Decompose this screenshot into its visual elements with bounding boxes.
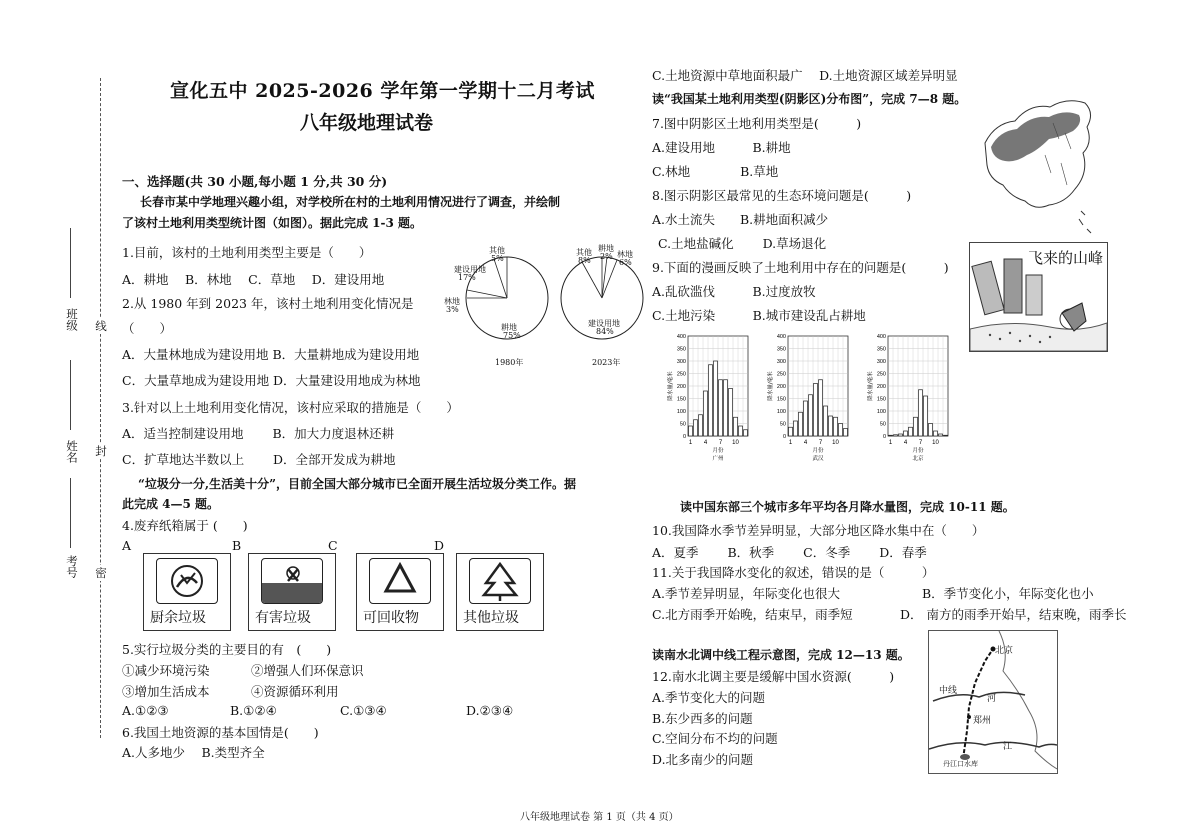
map-label-zhengzhou: 郑州 bbox=[973, 716, 992, 726]
bin-label-other: 其他垃圾 bbox=[463, 610, 519, 626]
name-label: 姓名 bbox=[65, 440, 79, 463]
y-tick-label: 400 bbox=[876, 334, 886, 340]
map-label-danjiangkou: 丹江口水库 bbox=[943, 760, 978, 768]
q7-stem: 7.图中阴影区土地利用类型是( ) bbox=[652, 116, 862, 131]
q11-stem: 11.关于我国降水变化的叙述，错误的是（ ） bbox=[652, 565, 935, 580]
city-label: 武汉 bbox=[812, 456, 824, 462]
bar bbox=[714, 361, 718, 436]
x-tick-label: 1 bbox=[888, 440, 893, 446]
class-blank bbox=[70, 228, 71, 298]
bin-label-recycle: 可回收物 bbox=[363, 610, 419, 626]
bin-letter-d: D bbox=[434, 538, 445, 553]
y-tick-label: 250 bbox=[776, 371, 786, 378]
q9-options-1: A.乱砍滥伐 B.过度放牧 bbox=[652, 284, 816, 299]
map-label-beijing: 北京 bbox=[995, 646, 1014, 656]
map-label-river-he: 河 bbox=[987, 694, 997, 704]
y-tick-label: 350 bbox=[676, 346, 686, 353]
q9-options-2: C.土地污染 B.城市建设乱占耕地 bbox=[652, 308, 866, 323]
y-tick-label: 150 bbox=[676, 396, 686, 403]
y-tick-label: 200 bbox=[676, 384, 686, 390]
q12-option-c: C.空间分布不均的问题 bbox=[652, 731, 778, 746]
bar bbox=[929, 424, 933, 437]
bar bbox=[944, 435, 948, 436]
y-tick-label: 400 bbox=[676, 334, 686, 340]
y-tick-label: 0 bbox=[682, 434, 686, 440]
intro-3: 读“我国某土地利用类型(阴影区)分布图”，完成 7—8 题。 bbox=[652, 92, 967, 106]
x-axis-label: 月份 bbox=[712, 448, 724, 454]
water-diversion-map bbox=[928, 630, 1058, 774]
pie-2023-value-forest: 6% bbox=[619, 258, 632, 267]
bar bbox=[789, 427, 793, 436]
y-axis-label: 降水量/毫米 bbox=[868, 371, 874, 401]
q1-options: A．耕地 B．林地 C．草地 D．建设用地 bbox=[122, 272, 385, 287]
y-tick-label: 250 bbox=[676, 371, 686, 378]
map-label-river-jiang: 江 bbox=[1003, 742, 1013, 752]
x-tick-label: 1 bbox=[788, 440, 793, 446]
y-tick-label: 400 bbox=[776, 334, 786, 340]
q10-options: A．夏季 B．秋季 C．冬季 D．春季 bbox=[652, 545, 927, 560]
q8-options-2: C.土地盐碱化 D.草场退化 bbox=[658, 236, 827, 251]
bin-letter-a: A bbox=[122, 538, 132, 553]
x-tick-label: 10 bbox=[832, 440, 839, 446]
pie-2023-label-forest: 林地 bbox=[617, 250, 633, 259]
y-tick-label: 100 bbox=[776, 409, 786, 415]
q11-option-b: B．季节变化小，年际变化也小 bbox=[922, 586, 1094, 601]
city-label: 北京 bbox=[912, 456, 924, 462]
bar bbox=[729, 389, 733, 437]
bar bbox=[924, 396, 928, 436]
q5-option-c: C.①③④ bbox=[340, 703, 387, 718]
pie-1980-value-other: 5% bbox=[491, 254, 504, 263]
q12-option-a: A.季节变化大的问题 bbox=[652, 690, 766, 705]
q2-stem: 2.从 1980 年到 2023 年，该村土地利用变化情况是 bbox=[122, 296, 414, 311]
q12-option-b: B.东少西多的问题 bbox=[652, 711, 753, 726]
y-tick-label: 150 bbox=[876, 396, 886, 403]
bar bbox=[709, 365, 713, 436]
bar bbox=[839, 424, 843, 437]
bar bbox=[899, 434, 903, 436]
y-axis-label: 降水量/毫米 bbox=[768, 371, 774, 401]
pie-2023-value-construction: 84% bbox=[596, 327, 614, 336]
bin-card-hazard bbox=[248, 553, 336, 631]
q3-stem: 3.针对以上土地利用变化情况，该村应采取的措施是（ ） bbox=[122, 400, 459, 415]
pie-2023-label-other: 其他 bbox=[576, 248, 592, 257]
cut-mark-seal: 封 bbox=[94, 445, 108, 457]
q1-stem: 1.目前，该村的土地利用类型主要是（ ） bbox=[122, 245, 372, 260]
bar bbox=[739, 426, 743, 436]
bar bbox=[734, 417, 738, 436]
bar bbox=[694, 420, 698, 436]
exam-title: 宣化五中 2025-2026 学年第一学期十二月考试 bbox=[170, 80, 595, 102]
cut-mark-line: 线 bbox=[94, 320, 108, 332]
bar bbox=[814, 384, 818, 437]
y-tick-label: 0 bbox=[782, 434, 786, 440]
q5-items-2: ③增加生活成本 ④资源循环利用 bbox=[122, 684, 339, 699]
q8-stem: 8.图示阴影区最常见的生态环境问题是( ) bbox=[652, 188, 912, 203]
cut-mark-close: 密 bbox=[94, 567, 108, 579]
bar bbox=[794, 421, 798, 436]
intro-1-line-1: 长春市某中学地理兴趣小组，对学校所在村的土地利用情况进行了调查，并绘制 bbox=[140, 195, 561, 209]
land-use-pie-charts bbox=[436, 240, 646, 372]
section-heading: 一、选择题(共 30 小题,每小题 1 分,共 30 分) bbox=[122, 174, 388, 189]
food-waste-icon bbox=[156, 558, 218, 604]
bar bbox=[804, 401, 808, 436]
bar bbox=[889, 435, 893, 436]
y-tick-label: 300 bbox=[876, 359, 886, 365]
exam-no-blank bbox=[70, 478, 71, 548]
bar bbox=[689, 426, 693, 436]
y-tick-label: 200 bbox=[776, 384, 786, 390]
y-tick-label: 100 bbox=[876, 409, 886, 415]
cartoon-title: 飞来的山峰 bbox=[1027, 249, 1103, 267]
q5-option-b: B.①②④ bbox=[230, 703, 277, 718]
bar bbox=[719, 380, 723, 436]
precipitation-bar-charts bbox=[652, 330, 962, 470]
q11-option-c: C.北方雨季开始晚，结束早，雨季短 bbox=[652, 607, 853, 622]
x-tick-label: 10 bbox=[732, 440, 739, 446]
pie-2023-label-farmland: 耕地 bbox=[598, 244, 614, 253]
q9-stem: 9.下面的漫画反映了土地利用中存在的问题是( ) bbox=[652, 260, 949, 275]
bin-label-hazard: 有害垃圾 bbox=[255, 610, 311, 626]
bar bbox=[704, 391, 708, 436]
bar bbox=[914, 417, 918, 436]
bar bbox=[844, 429, 848, 437]
pie-1980-label-farmland: 耕地 bbox=[501, 323, 517, 332]
map-label-middle-route: 中线 bbox=[939, 686, 958, 696]
intro-1-line-2: 了该村土地利用类型统计图（如图）。据此完成 1-3 题。 bbox=[122, 216, 423, 230]
q2-options-2: C．大量草地成为建设用地 D．大量建设用地成为林地 bbox=[122, 373, 421, 388]
y-axis-label: 降水量/毫米 bbox=[668, 371, 674, 401]
pie-1980-label-other: 其他 bbox=[489, 246, 505, 255]
x-tick-label: 1 bbox=[688, 440, 693, 446]
q2-blank: （ ） bbox=[122, 321, 173, 336]
x-tick-label: 4 bbox=[903, 440, 908, 446]
pie-1980-value-farmland: 75% bbox=[503, 331, 521, 340]
intro-5: 读南水北调中线工程示意图，完成 12—13 题。 bbox=[652, 648, 910, 662]
pie-2023-value-other: 8% bbox=[578, 256, 591, 265]
q3-options-1: A．适当控制建设用地 B．加大力度退林还耕 bbox=[122, 426, 395, 441]
bar bbox=[809, 395, 813, 436]
q10-stem: 10.我国降水季节差异明显，大部分地区降水集中在（ ） bbox=[652, 523, 985, 538]
class-label: 班级 bbox=[65, 308, 79, 331]
bar bbox=[834, 417, 838, 436]
bin-card-recycle bbox=[356, 553, 444, 631]
y-tick-label: 0 bbox=[882, 434, 886, 440]
x-axis-label: 月份 bbox=[912, 448, 924, 454]
q5-option-d: D.②③④ bbox=[466, 703, 514, 718]
bin-letter-c: C bbox=[328, 538, 338, 553]
pie-1980-label-forest: 林地 bbox=[444, 297, 460, 306]
intro-2-line-1: “垃圾分一分,生活美十分”，目前全国大部分城市已全面开展生活垃圾分类工作。据 bbox=[138, 477, 576, 491]
q6-options-1: A.人多地少 B.类型齐全 bbox=[122, 745, 265, 760]
y-tick-label: 150 bbox=[776, 396, 786, 403]
q6-options-2: C.土地资源中草地面积最广 D.土地资源区域差异明显 bbox=[652, 68, 958, 83]
x-tick-label: 4 bbox=[803, 440, 808, 446]
y-tick-label: 50 bbox=[679, 421, 686, 428]
q3-options-2: C．扩草地达半数以上 D．全部开发成为耕地 bbox=[122, 452, 396, 467]
bar bbox=[724, 380, 728, 436]
pie-2023-caption: 2023年 bbox=[592, 358, 621, 367]
x-tick-label: 7 bbox=[818, 440, 823, 446]
pie-1980-caption: 1980年 bbox=[495, 358, 524, 367]
china-land-use-map bbox=[975, 93, 1105, 236]
bar bbox=[744, 430, 748, 436]
q5-items-1: ①减少环境污染 ②增强人们环保意识 bbox=[122, 663, 364, 678]
name-blank bbox=[70, 360, 71, 430]
y-tick-label: 350 bbox=[776, 346, 786, 353]
q11-option-d: D． 南方的雨季开始早，结束晚，雨季长 bbox=[900, 607, 1127, 622]
intro-2-line-2: 此完成 4—5 题。 bbox=[122, 497, 220, 511]
pie-1980-label-construction: 建设用地 bbox=[454, 265, 486, 274]
y-tick-label: 200 bbox=[876, 384, 886, 390]
pie-1980-value-construction: 17% bbox=[458, 273, 476, 282]
x-axis-label: 月份 bbox=[812, 448, 824, 454]
pie-2023-label-construction: 建设用地 bbox=[588, 319, 620, 328]
y-tick-label: 300 bbox=[676, 359, 686, 365]
q12-stem: 12.南水北调主要是缓解中国水资源( ) bbox=[652, 669, 895, 684]
bin-card-other bbox=[456, 553, 544, 631]
bar bbox=[829, 416, 833, 436]
bar bbox=[894, 435, 898, 436]
y-tick-label: 100 bbox=[676, 409, 686, 415]
q5-option-a: A.①②③ bbox=[122, 703, 169, 718]
cartoon-flying-mountain bbox=[969, 242, 1108, 352]
q4-stem: 4.废弃纸箱属于 ( ) bbox=[122, 518, 248, 533]
bar bbox=[939, 434, 943, 436]
recycle-icon bbox=[369, 558, 431, 604]
page-footer: 八年级地理试卷 第 1 页（共 4 页） bbox=[520, 812, 679, 823]
other-waste-icon bbox=[469, 558, 531, 604]
bar bbox=[699, 415, 703, 436]
q11-option-a: A.季节差异明显，年际变化也很大 bbox=[652, 586, 841, 601]
bar bbox=[904, 431, 908, 436]
binding-dashed-line bbox=[100, 78, 101, 738]
q2-options-1: A．大量林地成为建设用地 B．大量耕地成为建设用地 bbox=[122, 347, 420, 362]
q6-stem: 6.我国土地资源的基本国情是( ) bbox=[122, 725, 319, 740]
pie-1980-value-forest: 3% bbox=[446, 305, 459, 314]
y-tick-label: 250 bbox=[876, 371, 886, 378]
exam-no-label: 考号 bbox=[65, 555, 79, 578]
bin-label-food: 厨余垃圾 bbox=[150, 610, 206, 626]
x-tick-label: 7 bbox=[918, 440, 923, 446]
q7-options-2: C.林地 B.草地 bbox=[652, 164, 779, 179]
bar bbox=[799, 412, 803, 436]
bar bbox=[909, 427, 913, 436]
hazard-waste-icon bbox=[261, 558, 323, 604]
y-tick-label: 50 bbox=[779, 421, 786, 428]
intro-4: 读中国东部三个城市多年平均各月降水量图，完成 10-11 题。 bbox=[680, 500, 1015, 514]
bar bbox=[934, 431, 938, 436]
bar bbox=[824, 406, 828, 436]
x-tick-label: 4 bbox=[703, 440, 708, 446]
bar bbox=[919, 390, 923, 436]
pie-2023-value-farmland: 2% bbox=[600, 252, 613, 261]
exam-subtitle: 八年级地理试卷 bbox=[300, 112, 434, 134]
bar bbox=[819, 380, 823, 436]
x-tick-label: 10 bbox=[932, 440, 939, 446]
q8-options-1: A.水土流失 B.耕地面积减少 bbox=[652, 212, 829, 227]
q5-stem: 5.实行垃圾分类的主要目的有 ( ) bbox=[122, 642, 332, 657]
q7-options-1: A.建设用地 B.耕地 bbox=[652, 140, 791, 155]
bin-letter-b: B bbox=[232, 538, 242, 553]
bin-card-food bbox=[143, 553, 231, 631]
x-tick-label: 7 bbox=[718, 440, 723, 446]
y-tick-label: 50 bbox=[879, 421, 886, 428]
city-label: 广州 bbox=[712, 456, 724, 462]
y-tick-label: 350 bbox=[876, 346, 886, 353]
y-tick-label: 300 bbox=[776, 359, 786, 365]
q12-option-d: D.北多南少的问题 bbox=[652, 752, 754, 767]
